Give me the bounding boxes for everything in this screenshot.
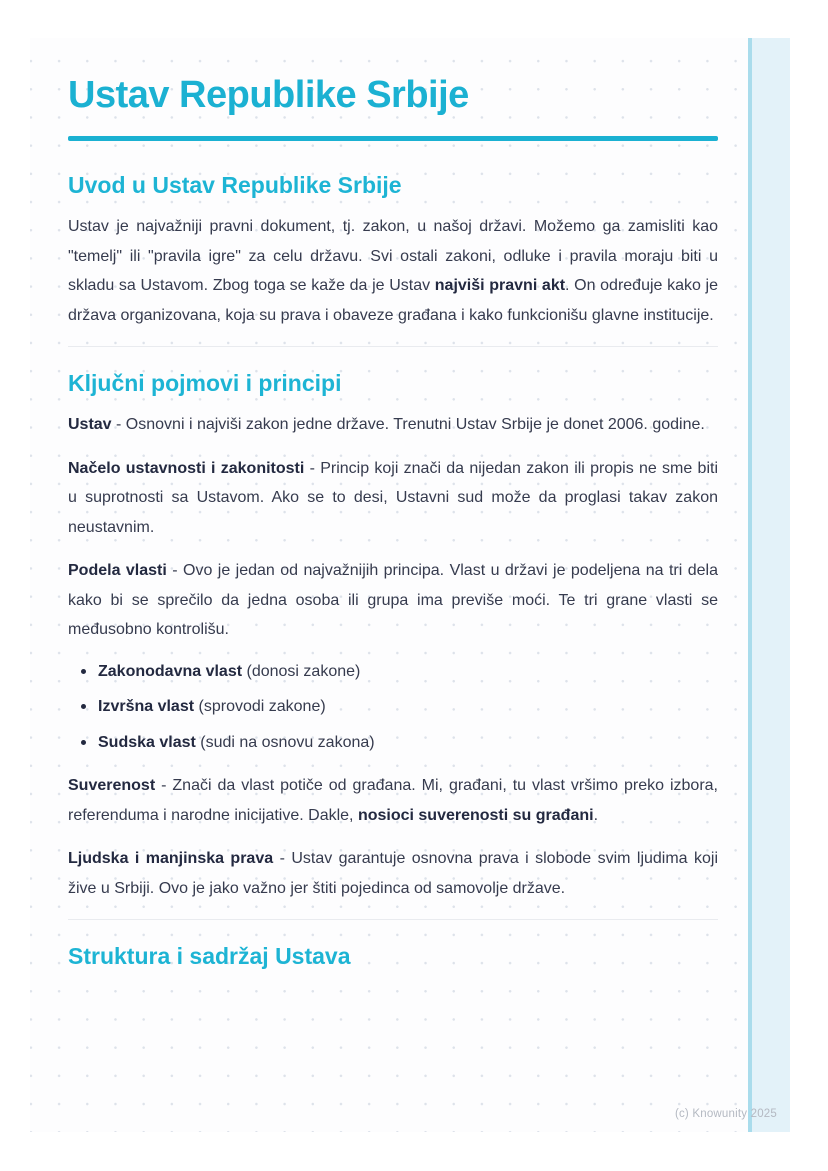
margin-stripe — [748, 38, 790, 1132]
section-heading-uvod: Uvod u Ustav Republike Srbije — [68, 172, 402, 198]
bullet-list — [68, 657, 718, 758]
paragraph-ljudska-prava: Ljudska i manjinska prava - Ustav garantuje osnovna prava i slobode svim ljudima koji žive u Srbiji. Ovo je jako važno jer štiti pojedinca od samovolje države. — [68, 850, 719, 897]
list-item-zakonodavna: Zakonodavna vlast (donosi zakone) — [98, 657, 718, 687]
footer-credit: (c) Knowunity 2025 — [674, 1108, 777, 1120]
section-heading-struktura: Struktura i sadržaj Ustava — [68, 943, 351, 969]
paragraph-nacelo: Načelo ustavnosti i zakonitosti - Princip koji znači da nijedan zakon ili propis ne sme biti u suprotnosti sa Ustavom. Ako se to desi, Ustavni sud može da proglasi takav zakon neustavnim. — [68, 459, 718, 536]
paragraph-intro: Ustav je najvažniji pravni dokument, tj. zakon, u našoj državi. Možemo ga zamisliti kao "temelj" ili "pravila igre" za celu državu. Svi ostali zakoni, odluke i pravila moraju biti u skladu sa Ustavom. Zbog toga se kaže da je Ustav najviši pravni akt. On određuje kako je država organizovana, koja su prava i obaveze građana i kako funkcionišu glavne institucije. — [68, 218, 718, 324]
title-underline — [68, 136, 718, 141]
section-divider — [68, 919, 718, 920]
document-content — [68, 38, 718, 971]
list-item-sudska: Sudska vlast (sudi na osnovu zakona) — [98, 728, 718, 758]
document-page — [30, 38, 790, 1132]
section-divider — [68, 346, 718, 347]
paragraph-ustav: Ustav - Osnovni i najviši zakon jedne države. Trenutni Ustav Srbije je donet 2006. godine. — [68, 416, 705, 433]
section-heading-kljucni-pojmovi: Ključni pojmovi i principi — [68, 370, 342, 396]
page-title: Ustav Republike Srbije — [68, 74, 469, 116]
paragraph-suverenost: Suverenost - Znači da vlast potiče od građana. Mi, građani, tu vlast vršimo preko izbora, referenduma i narodne inicijative. Dakle, nosioci suverenosti su građani. — [68, 777, 718, 824]
paragraph-podela-vlasti: Podela vlasti - Ovo je jedan od najvažnijih principa. Vlast u državi je podeljena na tri dela kako bi se sprečilo da jedna osoba ili grupa ima previše moći. Te tri grane vlasti se međusobno kontrolišu. — [68, 562, 718, 638]
list-item-izvrsna: Izvršna vlast (sprovodi zakone) — [98, 692, 718, 722]
